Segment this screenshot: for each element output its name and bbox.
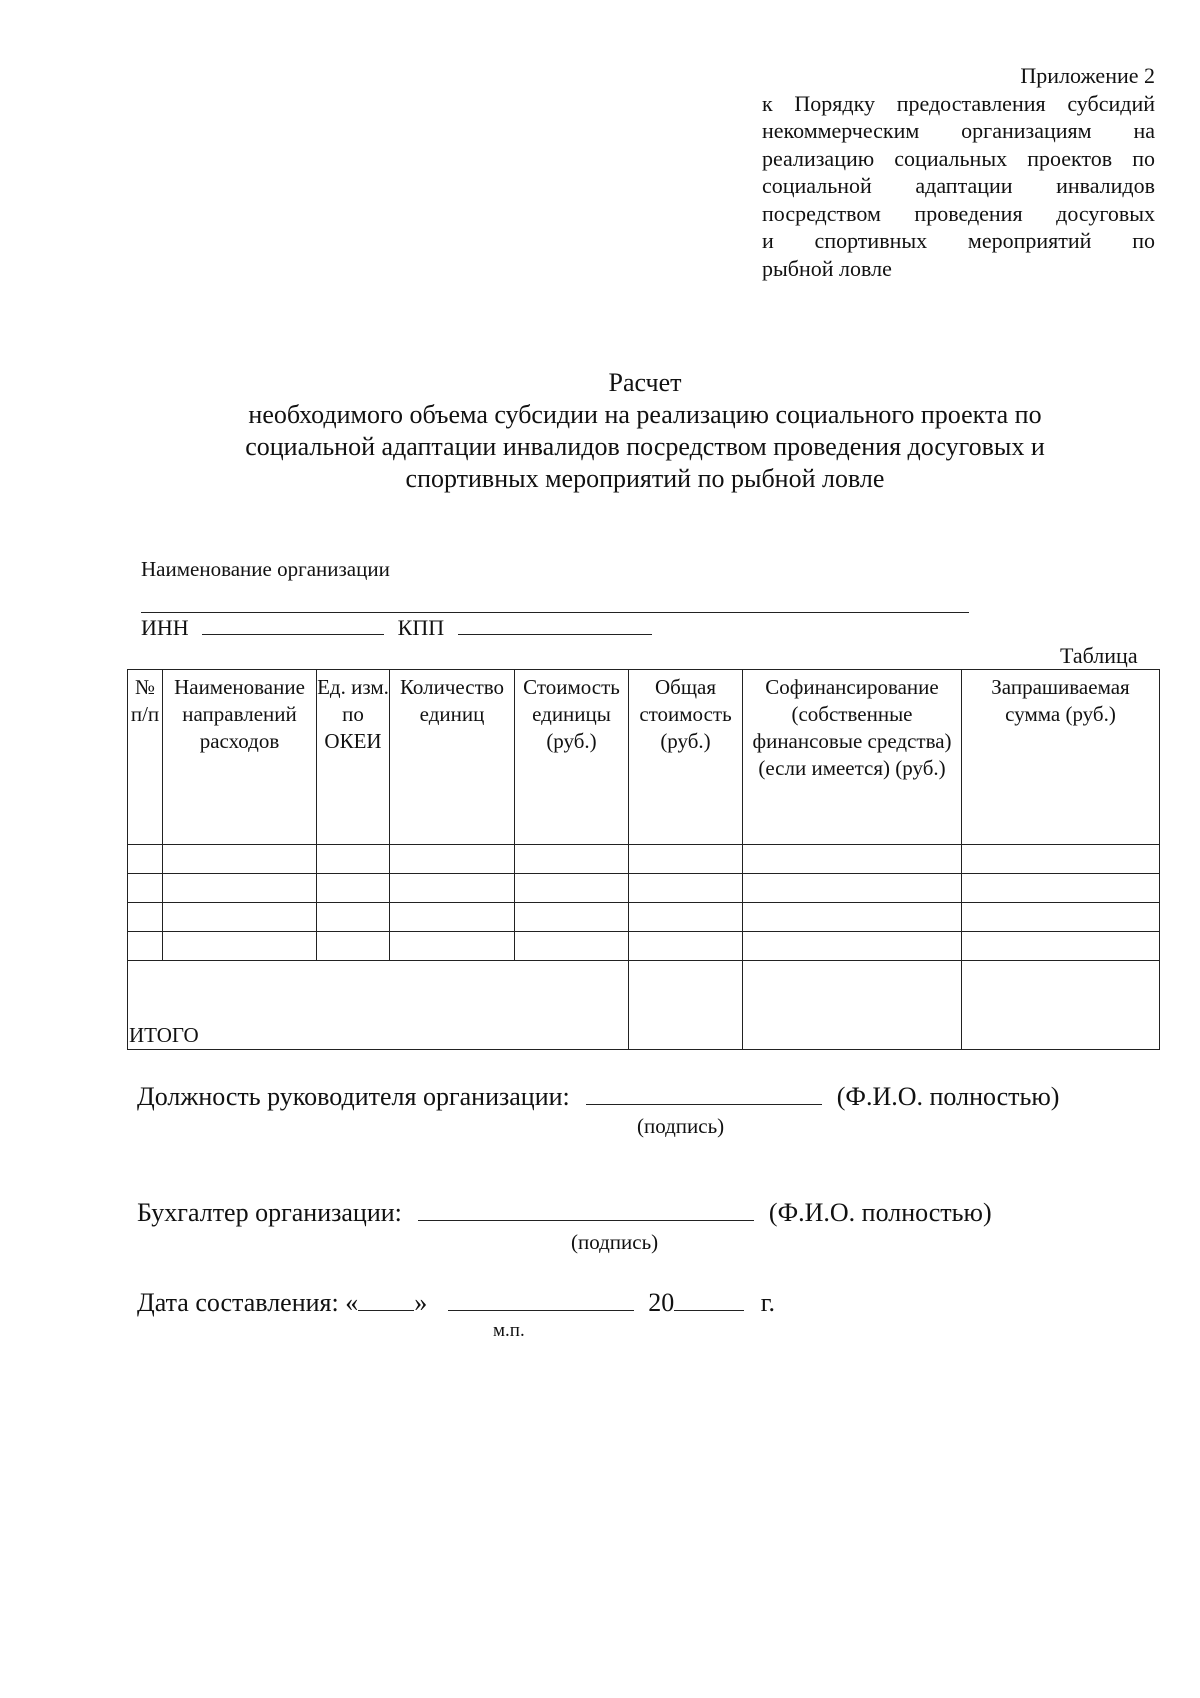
total-cell-requested[interactable]: [962, 961, 1160, 1050]
org-name-field[interactable]: [141, 612, 969, 613]
header-cell-cofinancing: Софинансирование (собственные финансовые средства) (если имеется) (руб.): [743, 670, 962, 845]
table-cell[interactable]: [515, 903, 629, 932]
table-header-row: [128, 670, 1160, 845]
table-cell[interactable]: [390, 845, 515, 874]
table-cell[interactable]: [317, 903, 390, 932]
kpp-label: КПП: [397, 615, 445, 640]
table-cell[interactable]: [390, 932, 515, 961]
table-cell[interactable]: [163, 845, 317, 874]
table-cell[interactable]: [629, 932, 743, 961]
header-cell-expense-name: Наименование направлений расходов: [163, 670, 317, 845]
table-row: [128, 845, 1160, 874]
table-cell[interactable]: [629, 845, 743, 874]
appendix-line: рыбной ловле: [762, 255, 892, 281]
table-cell[interactable]: [128, 932, 163, 961]
appendix-line: реализацию социальных проектов по: [762, 145, 1155, 171]
table-cell[interactable]: [962, 903, 1160, 932]
table-cell[interactable]: [743, 932, 962, 961]
header-cell-number: № п/п: [128, 670, 163, 845]
director-signature-caption: (подпись): [637, 1114, 725, 1138]
table-cell[interactable]: [629, 903, 743, 932]
table-cell[interactable]: [163, 874, 317, 903]
date-day-field[interactable]: [358, 1286, 414, 1311]
table-cell[interactable]: [962, 845, 1160, 874]
date-quote-close: »: [414, 1288, 428, 1317]
budget-table: [127, 669, 1160, 1050]
total-row: [128, 961, 1160, 1050]
table-cell[interactable]: [515, 932, 629, 961]
table-cell[interactable]: [629, 874, 743, 903]
table-cell[interactable]: [962, 874, 1160, 903]
accountant-signature-field[interactable]: [418, 1196, 754, 1221]
accountant-fio: (Ф.И.О. полностью): [768, 1198, 992, 1227]
accountant-label: Бухгалтер организации:: [137, 1198, 402, 1227]
header-cell-quantity: Количество единиц: [390, 670, 515, 845]
table-cell[interactable]: [743, 845, 962, 874]
table-cell[interactable]: [390, 903, 515, 932]
header-cell-unit: Ед. изм. по ОКЕИ: [317, 670, 390, 845]
date-suffix: г.: [760, 1288, 775, 1317]
org-name-label: Наименование организации: [141, 557, 390, 581]
table-cell[interactable]: [743, 903, 962, 932]
table-cell[interactable]: [317, 932, 390, 961]
table-cell[interactable]: [390, 874, 515, 903]
table-cell[interactable]: [317, 874, 390, 903]
date-year-prefix: 20: [648, 1288, 675, 1317]
kpp-field[interactable]: [458, 614, 652, 635]
director-fio: (Ф.И.О. полностью): [836, 1082, 1060, 1111]
inn-label: ИНН: [141, 615, 189, 640]
appendix-line: и спортивных мероприятий по: [762, 228, 1155, 253]
date-month-field[interactable]: [448, 1286, 634, 1311]
table-cell[interactable]: [515, 845, 629, 874]
table-cell[interactable]: [317, 845, 390, 874]
total-cell-cofinancing[interactable]: [743, 961, 962, 1050]
appendix-line: социальной адаптации инвалидов: [762, 173, 1155, 198]
inn-field[interactable]: [202, 614, 384, 635]
appendix-line: некоммерческим организациям на: [762, 118, 1155, 143]
appendix-line: к Порядку предоставления субсидий: [762, 90, 1155, 116]
table-caption: Таблица: [1060, 643, 1138, 668]
table-cell[interactable]: [128, 845, 163, 874]
title-line: Расчет: [608, 368, 682, 397]
director-signature-row: [137, 1080, 1059, 1112]
appendix-line: посредством проведения досуговых: [762, 200, 1155, 226]
appendix-block: [762, 62, 1155, 282]
table-row: [128, 932, 1160, 961]
director-signature-field[interactable]: [586, 1080, 822, 1105]
header-cell-total-cost: Общая стоимость (руб.): [629, 670, 743, 845]
document-title: [150, 367, 1140, 495]
table-cell[interactable]: [962, 932, 1160, 961]
title-line: спортивных мероприятий по рыбной ловле: [405, 464, 885, 493]
director-label: Должность руководителя организации:: [137, 1082, 570, 1111]
table-cell[interactable]: [128, 903, 163, 932]
title-line: необходимого объема субсидии на реализацию социального проекта по: [248, 400, 1042, 429]
table-row: [128, 874, 1160, 903]
total-cell-cost[interactable]: [629, 961, 743, 1050]
inn-kpp-row: [141, 614, 652, 641]
accountant-signature-caption: (подпись): [571, 1230, 659, 1254]
date-year-field[interactable]: [674, 1286, 744, 1311]
date-row: [137, 1286, 775, 1318]
title-line: социальной адаптации инвалидов посредством проведения досуговых и: [245, 432, 1045, 461]
date-label: Дата составления: «: [137, 1288, 359, 1317]
stamp-caption: м.п.: [493, 1320, 525, 1341]
table-cell[interactable]: [743, 874, 962, 903]
header-cell-unit-cost: Стоимость единицы (руб.): [515, 670, 629, 845]
table-cell[interactable]: [128, 874, 163, 903]
table-row: [128, 903, 1160, 932]
table-cell[interactable]: [515, 874, 629, 903]
table-cell[interactable]: [163, 903, 317, 932]
table-cell[interactable]: [163, 932, 317, 961]
total-label: ИТОГО: [128, 961, 629, 1050]
accountant-signature-row: [137, 1196, 992, 1228]
header-cell-requested-sum: Запрашиваемая сумма (руб.): [962, 670, 1160, 845]
appendix-title: Приложение 2: [1020, 63, 1155, 88]
